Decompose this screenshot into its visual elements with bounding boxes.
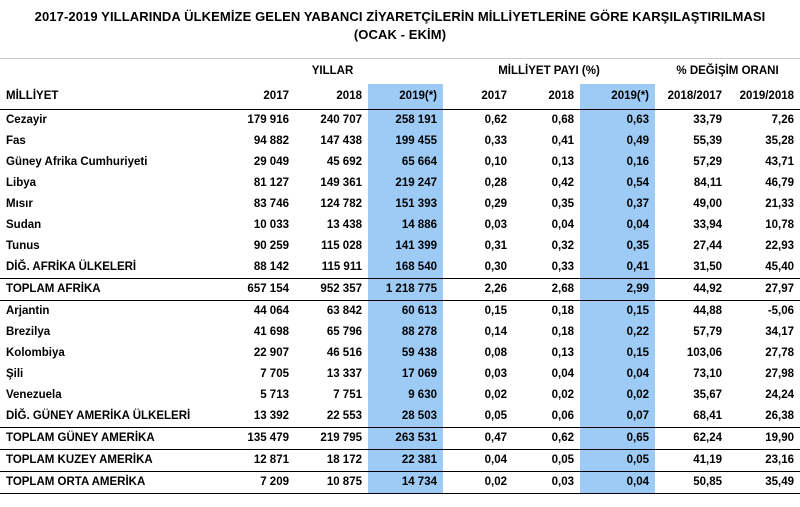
- cell-c2: 27,98: [765, 368, 795, 380]
- cell-c2: 46,79: [765, 177, 795, 189]
- table-row: [0, 236, 800, 257]
- cell-p2018: 0,32: [551, 240, 574, 252]
- cell-c1: 27,44: [693, 240, 723, 252]
- country-name: DİĞ. GÜNEY AMERİKA ÜLKELERİ: [6, 410, 191, 422]
- cell-v2019: 59 438: [368, 343, 443, 364]
- cell-p2019: 0,49: [580, 131, 655, 152]
- cell-p2018: 0,62: [513, 428, 580, 450]
- cell-p2018: 0,13: [551, 347, 574, 359]
- cell-p2018: 0,18: [551, 326, 574, 338]
- cell-p2018: 0,68: [551, 114, 574, 126]
- cell-c1: 33,79: [693, 114, 723, 126]
- col-2017: 2017: [222, 84, 295, 110]
- cell-v2017: 13 392: [253, 410, 289, 422]
- cell-p2017: 0,15: [484, 305, 507, 317]
- cell-c1: 62,24: [655, 428, 728, 450]
- cell-p2019: 0,04: [580, 215, 655, 236]
- cell-v2017: 135 479: [222, 428, 295, 450]
- total-row: [0, 279, 800, 301]
- cell-p2018: 0,02: [551, 389, 574, 401]
- cell-c1: 73,10: [693, 368, 723, 380]
- cell-c2: 35,28: [765, 135, 795, 147]
- cell-c1: 84,11: [693, 177, 723, 189]
- cell-c2: 21,33: [765, 198, 795, 210]
- cell-c2: 35,49: [728, 472, 800, 494]
- cell-p2017: 0,10: [484, 156, 507, 168]
- cell-v2019: 151 393: [368, 194, 443, 215]
- country-name: Kolombiya: [6, 347, 65, 359]
- cell-v2017: 5 713: [260, 389, 289, 401]
- cell-v2018: 149 361: [320, 177, 362, 189]
- table-row: [0, 131, 800, 152]
- cell-p2017: 0,62: [484, 114, 507, 126]
- cell-p2019: 0,37: [580, 194, 655, 215]
- cell-p2019: 0,15: [580, 301, 655, 323]
- cell-v2019: 22 381: [368, 450, 443, 472]
- table-row: [0, 110, 800, 132]
- cell-c2: 27,78: [765, 347, 795, 359]
- cell-p2019: 0,65: [580, 428, 655, 450]
- cell-v2018: 952 357: [295, 279, 368, 301]
- col-change-2018-2017: 2018/2017: [655, 84, 728, 110]
- cell-p2018: 0,18: [551, 305, 574, 317]
- cell-c1: 41,19: [655, 450, 728, 472]
- visitor-table: [0, 58, 800, 494]
- cell-v2019: 219 247: [368, 173, 443, 194]
- country-name: TOPLAM ORTA AMERİKA: [0, 472, 222, 494]
- cell-v2018: 7 751: [333, 389, 362, 401]
- cell-p2019: 2,99: [580, 279, 655, 301]
- cell-c1: 44,88: [693, 305, 723, 317]
- cell-v2019: 17 069: [368, 364, 443, 385]
- cell-c1: 57,79: [693, 326, 723, 338]
- cell-v2017: 10 033: [253, 219, 289, 231]
- cell-p2019: 0,05: [580, 450, 655, 472]
- title-line-2: (OCAK - EKİM): [353, 27, 447, 42]
- col-share-2017: 2017: [443, 84, 513, 110]
- cell-c1: 49,00: [693, 198, 723, 210]
- cell-c2: 10,78: [765, 219, 795, 231]
- report-title: [0, 0, 800, 59]
- cell-p2019: 0,15: [580, 343, 655, 364]
- cell-p2019: 0,35: [580, 236, 655, 257]
- cell-p2017: 0,33: [484, 135, 507, 147]
- cell-v2017: 7 705: [260, 368, 289, 380]
- country-name: TOPLAM KUZEY AMERİKA: [0, 450, 222, 472]
- cell-v2019: 28 503: [368, 406, 443, 428]
- col-milliyet: MİLLİYET: [0, 84, 222, 110]
- group-share: MİLLİYET PAYI (%): [498, 65, 600, 77]
- cell-v2019: 14 886: [368, 215, 443, 236]
- cell-v2018: 115 911: [321, 261, 362, 273]
- country-name: TOPLAM AFRİKA: [0, 279, 222, 301]
- cell-p2019: 0,02: [580, 385, 655, 406]
- title-line-1: 2017-2019 YILLARINDA ÜLKEMİZE GELEN YABANCI ZİYARETÇİLERİN MİLLİYETLERİNE GÖRE KARŞILAŞTIRILMASI: [34, 9, 766, 24]
- cell-c1: 44,92: [655, 279, 728, 301]
- cell-v2018: 124 782: [320, 198, 362, 210]
- cell-v2017: 94 882: [253, 135, 289, 147]
- cell-v2018: 63 842: [326, 305, 362, 317]
- table-row: [0, 322, 800, 343]
- cell-p2017: 0,03: [484, 368, 507, 380]
- cell-c1: 68,41: [693, 410, 723, 422]
- country-name: TOPLAM GÜNEY AMERİKA: [0, 428, 222, 450]
- cell-p2019: 0,54: [580, 173, 655, 194]
- country-name: Mısır: [6, 198, 33, 210]
- table-row: [0, 301, 800, 323]
- cell-p2019: 0,16: [580, 152, 655, 173]
- cell-c2: -5,06: [767, 305, 795, 317]
- cell-c2: 27,97: [728, 279, 800, 301]
- cell-v2018: 22 553: [326, 410, 362, 422]
- table-row: [0, 194, 800, 215]
- cell-p2017: 2,26: [443, 279, 513, 301]
- country-name: DİĞ. AFRİKA ÜLKELERİ: [6, 261, 137, 273]
- cell-p2019: 0,04: [580, 472, 655, 494]
- cell-v2017: 41 698: [253, 326, 289, 338]
- cell-v2018: 147 438: [320, 135, 362, 147]
- cell-v2018: 10 875: [295, 472, 368, 494]
- table-row: [0, 257, 800, 279]
- total-row: [0, 450, 800, 472]
- cell-c2: 34,17: [765, 326, 795, 338]
- cell-p2017: 0,03: [484, 219, 507, 231]
- cell-v2019: 141 399: [368, 236, 443, 257]
- table-row: [0, 173, 800, 194]
- country-name: Libya: [6, 177, 37, 189]
- country-name: Fas: [6, 135, 26, 147]
- column-header-row: [0, 84, 800, 110]
- cell-v2019: 65 664: [368, 152, 443, 173]
- group-header-row: [0, 58, 800, 84]
- table-row: [0, 152, 800, 173]
- cell-v2017: 90 259: [253, 240, 289, 252]
- cell-c1: 103,06: [686, 347, 723, 359]
- cell-v2017: 179 916: [247, 114, 289, 126]
- country-name: Venezuela: [6, 389, 62, 401]
- cell-p2017: 0,30: [484, 261, 507, 273]
- cell-p2017: 0,02: [484, 389, 507, 401]
- country-name: Cezayir: [6, 114, 47, 126]
- cell-c1: 35,67: [693, 389, 723, 401]
- cell-v2017: 7 209: [222, 472, 295, 494]
- group-change: % DEĞİŞİM ORANI: [676, 65, 779, 77]
- cell-v2019: 60 613: [368, 301, 443, 323]
- cell-p2019: 0,41: [580, 257, 655, 279]
- cell-p2019: 0,22: [580, 322, 655, 343]
- cell-v2019: 199 455: [368, 131, 443, 152]
- cell-p2019: 0,63: [580, 110, 655, 132]
- cell-p2019: 0,07: [580, 406, 655, 428]
- cell-v2018: 46 516: [326, 347, 362, 359]
- cell-v2017: 44 064: [253, 305, 289, 317]
- table-row: [0, 343, 800, 364]
- total-row: [0, 428, 800, 450]
- group-years: YILLAR: [311, 65, 354, 77]
- cell-p2017: 0,05: [484, 410, 507, 422]
- cell-v2019: 14 734: [368, 472, 443, 494]
- cell-p2018: 0,41: [551, 135, 574, 147]
- table-row: [0, 385, 800, 406]
- col-change-2019-2018: 2019/2018: [728, 84, 800, 110]
- cell-v2019: 258 191: [368, 110, 443, 132]
- cell-c1: 31,50: [693, 261, 723, 273]
- cell-c2: 45,40: [765, 261, 795, 273]
- cell-c2: 26,38: [765, 410, 795, 422]
- cell-v2019: 88 278: [368, 322, 443, 343]
- country-name: Güney Afrika Cumhuriyeti: [6, 156, 148, 168]
- cell-p2018: 0,06: [551, 410, 574, 422]
- cell-p2018: 0,04: [551, 368, 574, 380]
- cell-c1: 57,29: [693, 156, 723, 168]
- table-row: [0, 406, 800, 428]
- cell-p2017: 0,29: [484, 198, 507, 210]
- cell-p2017: 0,02: [443, 472, 513, 494]
- total-row: [0, 472, 800, 494]
- cell-v2017: 81 127: [253, 177, 289, 189]
- cell-p2017: 0,08: [484, 347, 507, 359]
- cell-p2017: 0,47: [443, 428, 513, 450]
- cell-c2: 22,93: [765, 240, 795, 252]
- cell-v2017: 29 049: [253, 156, 289, 168]
- cell-v2019: 1 218 775: [368, 279, 443, 301]
- country-name: Tunus: [6, 240, 40, 252]
- cell-v2018: 18 172: [295, 450, 368, 472]
- table-row: [0, 215, 800, 236]
- cell-c1: 33,94: [693, 219, 723, 231]
- country-name: Arjantin: [6, 305, 50, 317]
- table-row: [0, 364, 800, 385]
- cell-p2018: 2,68: [513, 279, 580, 301]
- col-2018: 2018: [295, 84, 368, 110]
- cell-v2019: 263 531: [368, 428, 443, 450]
- cell-p2018: 0,04: [551, 219, 574, 231]
- cell-c2: 23,16: [728, 450, 800, 472]
- col-share-2018: 2018: [513, 84, 580, 110]
- cell-v2018: 65 796: [326, 326, 362, 338]
- cell-v2017: 88 142: [253, 261, 289, 273]
- cell-c1: 50,85: [655, 472, 728, 494]
- cell-v2018: 45 692: [326, 156, 362, 168]
- cell-c2: 19,90: [728, 428, 800, 450]
- cell-v2017: 22 907: [253, 347, 289, 359]
- col-2019: 2019(*): [368, 84, 443, 110]
- country-name: Şili: [6, 368, 24, 380]
- cell-v2017: 657 154: [222, 279, 295, 301]
- cell-p2017: 0,28: [484, 177, 507, 189]
- cell-v2019: 9 630: [368, 385, 443, 406]
- cell-p2018: 0,42: [551, 177, 574, 189]
- cell-p2018: 0,35: [551, 198, 574, 210]
- cell-p2017: 0,14: [484, 326, 507, 338]
- cell-p2019: 0,04: [580, 364, 655, 385]
- cell-p2017: 0,04: [443, 450, 513, 472]
- cell-v2018: 13 438: [326, 219, 362, 231]
- cell-c2: 7,26: [771, 114, 795, 126]
- cell-p2018: 0,33: [551, 261, 574, 273]
- col-share-2019: 2019(*): [580, 84, 655, 110]
- cell-v2019: 168 540: [368, 257, 443, 279]
- cell-v2018: 115 028: [321, 240, 362, 252]
- country-name: Sudan: [6, 219, 42, 231]
- cell-p2018: 0,05: [513, 450, 580, 472]
- cell-v2018: 13 337: [326, 368, 362, 380]
- cell-c2: 24,24: [765, 389, 795, 401]
- cell-c2: 43,71: [765, 156, 795, 168]
- cell-v2018: 219 795: [295, 428, 368, 450]
- cell-p2017: 0,31: [484, 240, 507, 252]
- country-name: Brezilya: [6, 326, 51, 338]
- cell-v2018: 240 707: [320, 114, 362, 126]
- cell-p2018: 0,13: [551, 156, 574, 168]
- cell-v2017: 12 871: [222, 450, 295, 472]
- cell-v2017: 83 746: [253, 198, 289, 210]
- cell-p2018: 0,03: [513, 472, 580, 494]
- cell-c1: 55,39: [693, 135, 723, 147]
